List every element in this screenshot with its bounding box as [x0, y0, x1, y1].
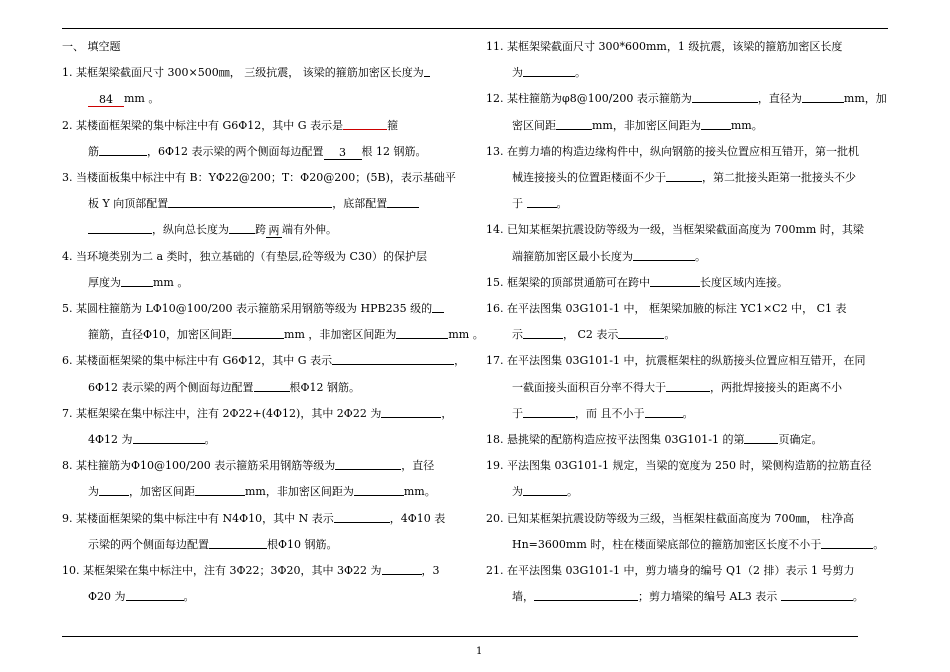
question-line	[512, 113, 763, 139]
question-text: 为	[88, 485, 99, 499]
question-line	[62, 244, 427, 270]
question-text: 。	[664, 328, 676, 342]
answer-blank[interactable]	[534, 588, 638, 601]
answer-blank[interactable]	[396, 326, 448, 339]
question-line	[486, 506, 854, 532]
question-text: ；剪力墙梁的编号 AL3 表示	[638, 590, 781, 604]
question-text: ，直径为	[757, 92, 802, 106]
question-text: 6. 某楼面框架梁的集中标注中有 G6Φ12，其中 G 表示	[62, 354, 333, 368]
question-text: mm，非加密区间距为	[592, 118, 701, 132]
answer-blank[interactable]	[133, 431, 205, 444]
question-text: 。	[575, 66, 586, 80]
question-text: mm，加	[843, 92, 887, 106]
question-line	[88, 532, 338, 558]
question-line	[512, 584, 864, 610]
answer-blank[interactable]	[343, 117, 387, 130]
question-text: mm。	[730, 118, 763, 132]
answer-blank[interactable]	[387, 195, 419, 208]
question-text: 4Φ12 为	[88, 433, 133, 446]
answer-blank[interactable]	[821, 536, 873, 549]
question-text: ，	[441, 406, 453, 420]
question-text: ，	[454, 354, 466, 368]
answer-blank[interactable]: 84	[88, 94, 124, 107]
question-text: 跨	[255, 223, 266, 237]
answer-blank[interactable]	[335, 457, 401, 470]
question-text: 18. 悬挑梁的配筋构造应按平法图集 03G101-1 的第	[486, 433, 745, 446]
question-line	[486, 427, 822, 453]
question-line	[88, 217, 337, 243]
answer-blank[interactable]	[334, 510, 390, 523]
question-line	[62, 401, 452, 427]
question-text: mm ，非加密区间距为	[284, 328, 397, 342]
question-text: 10. 某框架梁在集中标注中，注有 3Φ22；3Φ20，其中 3Φ22 为	[62, 564, 382, 577]
question-line	[88, 584, 195, 610]
answer-blank[interactable]	[692, 90, 758, 103]
answer-blank[interactable]	[195, 483, 245, 496]
answer-blank[interactable]	[701, 117, 731, 130]
answer-blank[interactable]	[556, 117, 592, 130]
question-line	[62, 113, 398, 139]
question-line	[88, 86, 159, 112]
question-line	[62, 506, 445, 532]
question-line	[88, 139, 427, 165]
question-text: 5. 某圆柱箍筋为 LΦ10@100/200 表示箍筋采用钢筋等级为 HPB235 级的	[62, 302, 433, 315]
question-text: 示	[512, 328, 523, 342]
answer-blank[interactable]	[527, 195, 557, 208]
question-line	[512, 532, 884, 558]
answer-blank[interactable]	[126, 588, 184, 601]
question-text: 墙，	[512, 590, 534, 604]
question-text: 13. 在剪力墙的构造边缘构件中，纵向钢筋的接头位置应相互错开，第一批机	[486, 144, 859, 158]
question-text: 根Φ12 钢筋。	[289, 380, 361, 394]
question-text: 。	[204, 433, 216, 446]
answer-blank[interactable]	[232, 326, 284, 339]
question-text: 筋	[88, 144, 99, 158]
question-text: 端箍筋加密区最小长度为	[512, 249, 633, 263]
answer-blank[interactable]	[209, 536, 267, 549]
answer-blank[interactable]	[523, 483, 567, 496]
question-line	[486, 86, 887, 112]
question-text: 17. 在平法图集 03G101-1 中，抗震框架柱的纵筋接头位置应相互错开，在同	[486, 354, 866, 368]
question-text: mm。	[403, 485, 436, 499]
question-line	[486, 139, 859, 165]
question-text: ，纵向总长度为	[152, 223, 229, 237]
question-text: 6Φ12 表示梁的两个侧面每边配置	[88, 380, 254, 394]
question-text: 12. 某柱箍筋为φ8@100/200 表示箍筋为	[486, 92, 692, 106]
question-text: 箍筋，直径Φ10，加密区间距	[88, 328, 233, 342]
answer-blank[interactable]	[666, 379, 710, 392]
question-text: 2. 某楼面框架梁的集中标注中有 G6Φ12，其中 G 表示是	[62, 118, 344, 132]
question-text: 根 12 钢筋。	[361, 144, 427, 158]
answer-blank[interactable]	[88, 221, 152, 234]
answer-blank[interactable]	[99, 143, 147, 156]
question-text: 为	[512, 485, 523, 499]
question-text: ，加密区间距	[129, 485, 195, 499]
answer-blank[interactable]	[618, 326, 664, 339]
question-text: ，两批焊接接头的距离不小	[710, 380, 842, 394]
answer-blank[interactable]	[523, 64, 575, 77]
question-text: ，6Φ12 表示梁的两个侧面每边配置	[147, 144, 324, 158]
question-text: Hn=3600mm 时，柱在楼面梁底部位的箍筋加密区长度不小于	[512, 537, 822, 551]
question-text: 长度区域内连接。	[700, 275, 788, 289]
question-text: 21. 在平法图集 03G101-1 中，剪力墙身的编号 Q1（2 排）表示 1 号剪力	[486, 564, 855, 577]
question-line	[486, 296, 847, 322]
question-text: 。	[695, 249, 706, 263]
question-text: 1. 某框架梁截面尺寸 300×500㎜， 三级抗震， 该梁的箍筋加密区长度为	[62, 66, 424, 80]
question-text: 。	[567, 485, 578, 499]
question-line	[512, 244, 706, 270]
question-text: 15. 框架梁的顶部贯通筋可在跨中	[486, 275, 650, 289]
answer-blank[interactable]	[121, 274, 153, 287]
answer-blank[interactable]	[354, 483, 404, 496]
question-text: ，底部配置	[332, 197, 388, 211]
question-text: 16. 在平法图集 03G101-1 中， 框架梁加腋的标注 YC1×C2 中， C1 表	[486, 302, 847, 315]
question-line	[62, 34, 121, 60]
answer-blank[interactable]	[650, 274, 700, 287]
question-line	[486, 453, 871, 479]
answer-blank[interactable]	[168, 195, 332, 208]
question-text: mm 。	[153, 275, 189, 289]
answer-blank[interactable]	[432, 300, 444, 313]
answer-blank[interactable]	[781, 588, 853, 601]
question-text: ，而 且不小于	[575, 406, 645, 420]
bottom-rule	[62, 636, 858, 637]
question-text: 厚度为	[88, 275, 121, 289]
question-line	[88, 427, 216, 453]
page-number: 1	[476, 646, 483, 657]
question-text: 板 Y 向顶部配置	[88, 197, 169, 211]
question-text: 箍	[387, 118, 399, 132]
question-line	[88, 322, 484, 348]
question-line	[486, 270, 788, 296]
question-line	[512, 165, 856, 191]
question-text: 20. 已知某框架抗震设防等级为三级，当框架柱截面高度为 700㎜， 柱净高	[486, 511, 854, 525]
question-text: 密区间距	[512, 118, 556, 132]
answer-blank[interactable]	[99, 483, 129, 496]
question-text: 。	[852, 590, 864, 604]
answer-blank[interactable]	[802, 90, 844, 103]
answer-blank[interactable]	[666, 169, 702, 182]
answer-blank[interactable]	[332, 352, 454, 365]
answer-blank[interactable]	[254, 379, 290, 392]
answer-blank[interactable]	[381, 405, 441, 418]
answer-blank[interactable]	[645, 405, 683, 418]
question-line	[88, 479, 436, 505]
question-text: 根Φ10 钢筋。	[267, 537, 338, 551]
question-line	[62, 348, 465, 374]
question-text: 9. 某楼面框架梁的集中标注中有 N4Φ10，其中 N 表示	[62, 511, 334, 525]
answer-blank[interactable]	[523, 326, 563, 339]
question-text: 页确定。	[778, 433, 823, 446]
question-text: 一截面接头面积百分率不得大于	[512, 380, 666, 394]
question-text: ，4Φ10 表	[389, 511, 446, 525]
question-text: mm 。	[124, 92, 160, 106]
question-line	[62, 165, 456, 191]
answer-blank[interactable]	[424, 64, 430, 77]
answer-blank[interactable]	[382, 562, 422, 575]
question-line	[486, 348, 865, 374]
question-line	[512, 375, 842, 401]
top-rule	[62, 28, 888, 29]
question-line	[512, 479, 578, 505]
question-text: 于	[512, 197, 527, 211]
question-text: 19. 平法图集 03G101-1 规定，当梁的宽度为 250 时，梁侧构造筋的拉筋直径	[486, 459, 872, 473]
question-text: 11. 某框架梁截面尺寸 300*600mm，1 级抗震，该梁的箍筋加密区长度	[486, 40, 843, 53]
question-line	[486, 558, 854, 584]
question-text: Φ20 为	[88, 590, 126, 604]
question-line	[512, 401, 694, 427]
answer-blank[interactable]	[744, 431, 778, 444]
question-text: 为	[512, 66, 523, 80]
question-text: 一、 填空题	[62, 40, 121, 53]
question-line	[88, 191, 419, 217]
answer-blank[interactable]	[523, 405, 575, 418]
question-line	[88, 270, 188, 296]
question-line	[62, 60, 430, 86]
question-text: 于	[512, 406, 523, 420]
answer-blank[interactable]	[229, 221, 255, 234]
question-text: 。	[682, 406, 694, 420]
question-text: ，第二批接头距第一批接头不少	[702, 171, 856, 184]
question-text: 4. 当环境类别为二 a 类时，独立基础的（有垫层,砼等级为 C30）的保护层	[62, 249, 427, 263]
question-text: 3. 当楼面板集中标注中有 B：YΦ22@200；T：Φ20@200；(5B)，表示基础平	[62, 171, 456, 184]
question-text: 。	[873, 537, 885, 551]
question-text: mm，非加密区间距为	[245, 485, 354, 499]
question-text: 8. 某柱箍筋为Φ10@100/200 表示箍筋采用钢筋等级为	[62, 459, 336, 473]
answer-blank[interactable]	[633, 248, 695, 261]
question-text: 7. 某框架梁在集中标注中，注有 2Φ22+(4Φ12)，其中 2Φ22 为	[62, 406, 382, 420]
question-text: ，3	[421, 564, 440, 577]
question-text: 14. 已知某框架抗震设防等级为一级，当框架梁截面高度为 700mm 时，其梁	[486, 223, 864, 237]
question-line	[62, 296, 444, 322]
question-text: ，直径	[401, 459, 435, 473]
question-text: ， C2 表示	[563, 328, 619, 342]
question-text: mm 。	[448, 328, 484, 342]
question-line	[512, 60, 586, 86]
question-text: 。	[183, 590, 195, 604]
question-line	[62, 453, 434, 479]
question-line	[88, 375, 360, 401]
question-text: 。	[556, 197, 568, 211]
answer-blank[interactable]: 两	[266, 225, 282, 238]
question-text: 示梁的两个侧面每边配置	[88, 537, 209, 551]
question-line	[512, 191, 568, 217]
question-text: 端有外伸。	[282, 223, 337, 237]
question-line	[512, 322, 675, 348]
question-line	[486, 217, 864, 243]
question-line	[62, 558, 440, 584]
answer-blank[interactable]: 3	[324, 147, 362, 160]
question-line	[486, 34, 842, 60]
question-text: 械连接接头的位置距楼面不少于	[512, 171, 666, 184]
